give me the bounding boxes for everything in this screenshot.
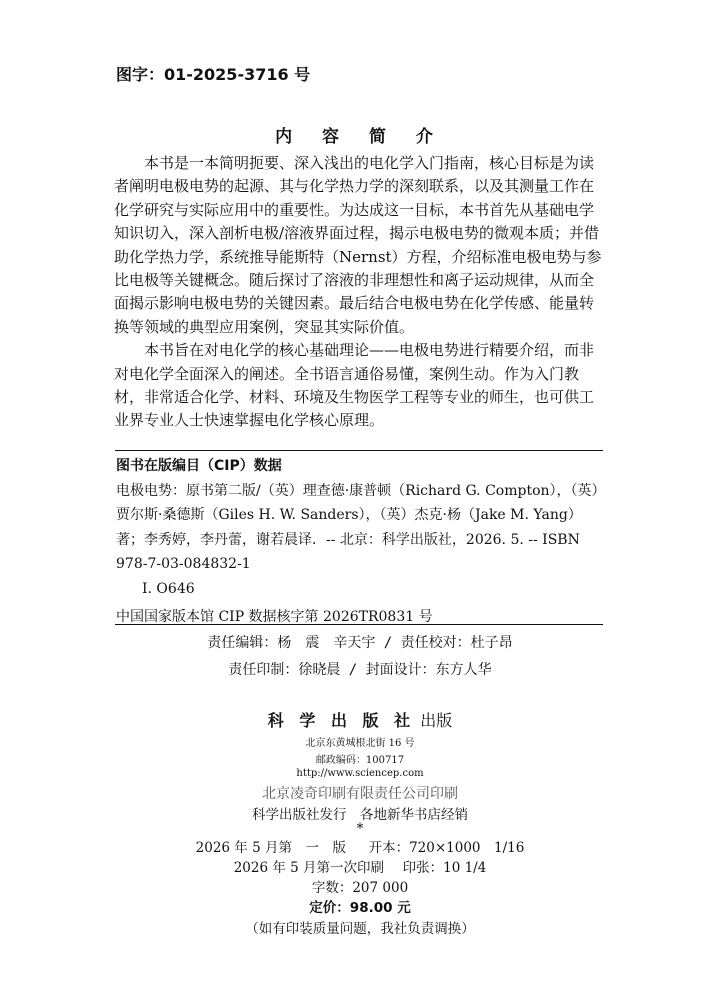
publisher-name: 科 学 出 版 社 — [267, 711, 416, 730]
cip-data-number: 中国国家版本馆 CIP 数据核字第 2026TR0831 号 — [116, 609, 433, 625]
summary-section — [114, 152, 604, 433]
price-value: 98.00 元 — [349, 900, 411, 916]
production-line: 责任印制：徐晓晨 / 封面设计：东方人华 — [228, 662, 492, 678]
cip-bottom-rule — [115, 624, 603, 625]
cip-top-rule — [115, 450, 603, 451]
publisher-address: 北京东黄城根北街 16 号 — [305, 738, 415, 749]
word-count: 字数：207 000 — [311, 880, 409, 896]
editor-line: 责任编辑：杨 震 辛天宇 / 责任校对：杜子昂 — [207, 635, 513, 651]
printer-name: 北京凌奇印刷有限责任公司印刷 — [262, 786, 458, 802]
price-label: 定价： — [309, 900, 350, 916]
cip-title: 图书在版编目（CIP）数据 — [116, 458, 282, 474]
book-format: 开本：720×1000 1/16 — [368, 840, 525, 856]
cip-entry: 电极电势：原书第二版/（英）理查德·康普顿（Richard G. Compton），（英）贾尔斯·桑德斯（Giles H. W. Sanders），（英）杰克·杨（Jake M. Yang）著；李秀婷，李丹蕾，谢若晨译．-- 北京：科学出版社，2026. 5. -- ISBN 978-7-03-084832-1 — [116, 482, 599, 572]
asterisk-separator: * — [356, 821, 364, 837]
first-edition: 2026 年 5 月第 一 版 — [195, 840, 346, 856]
publisher-line — [0, 708, 720, 731]
publisher-suffix: 出版 — [420, 711, 453, 730]
cip-block — [116, 454, 602, 630]
edition-row-1 — [0, 838, 720, 858]
copyright-registration-number: 图字：01-2025-3716 号 — [116, 65, 311, 84]
cip-classification: Ⅰ. O646 — [142, 580, 195, 597]
summary-heading: 内 容 简 介 — [275, 127, 445, 147]
first-print: 2026 年 5 月第一次印刷 — [233, 860, 385, 876]
printed-sheets: 印张：10 1/4 — [402, 860, 487, 876]
edition-row-2 — [0, 858, 720, 878]
publisher-postcode: 邮政编码：100717 — [315, 755, 405, 766]
summary-paragraph-1: 本书是一本简明扼要、深入浅出的电化学入门指南，核心目标是为读者阐明电极电势的起源、其与化学热力学的深刻联系，以及其测量工作在化学研究与实际应用中的重要性。为达成这一目标，本书首先从基础电学知识切入，深入剖析电极/溶液界面过程，揭示电极电势的微观本质；并借助化学热力学，系统推导能斯特（Nernst）方程，介绍标准电极电势与参比电极等关键概念。随后探讨了溶液的非理想性和离子运动规律，从而全面揭示影响电极电势的关键因素。最后结合电极电势在化学传感、能量转换等领域的典型应用案例，突显其实际价值。 — [114, 154, 602, 336]
quality-note: （如有印装质量问题，我社负责调换） — [245, 921, 475, 937]
distribution-line: 科学出版社发行 各地新华书店经销 — [252, 807, 468, 823]
publisher-url: http://www.sciencep.com — [296, 768, 424, 779]
edition-block — [0, 838, 720, 939]
price-line — [0, 898, 720, 918]
summary-paragraph-2: 本书旨在对电化学的核心基础理论——电极电势进行精要介绍，而非对电化学全面深入的阐述。全书语言通俗易懂，案例生动。作为入门教材，非常适合化学、材料、环境及生物医学工程等专业的师生，也可供工业界专业人士快速掌握电化学核心原理。 — [114, 341, 595, 430]
